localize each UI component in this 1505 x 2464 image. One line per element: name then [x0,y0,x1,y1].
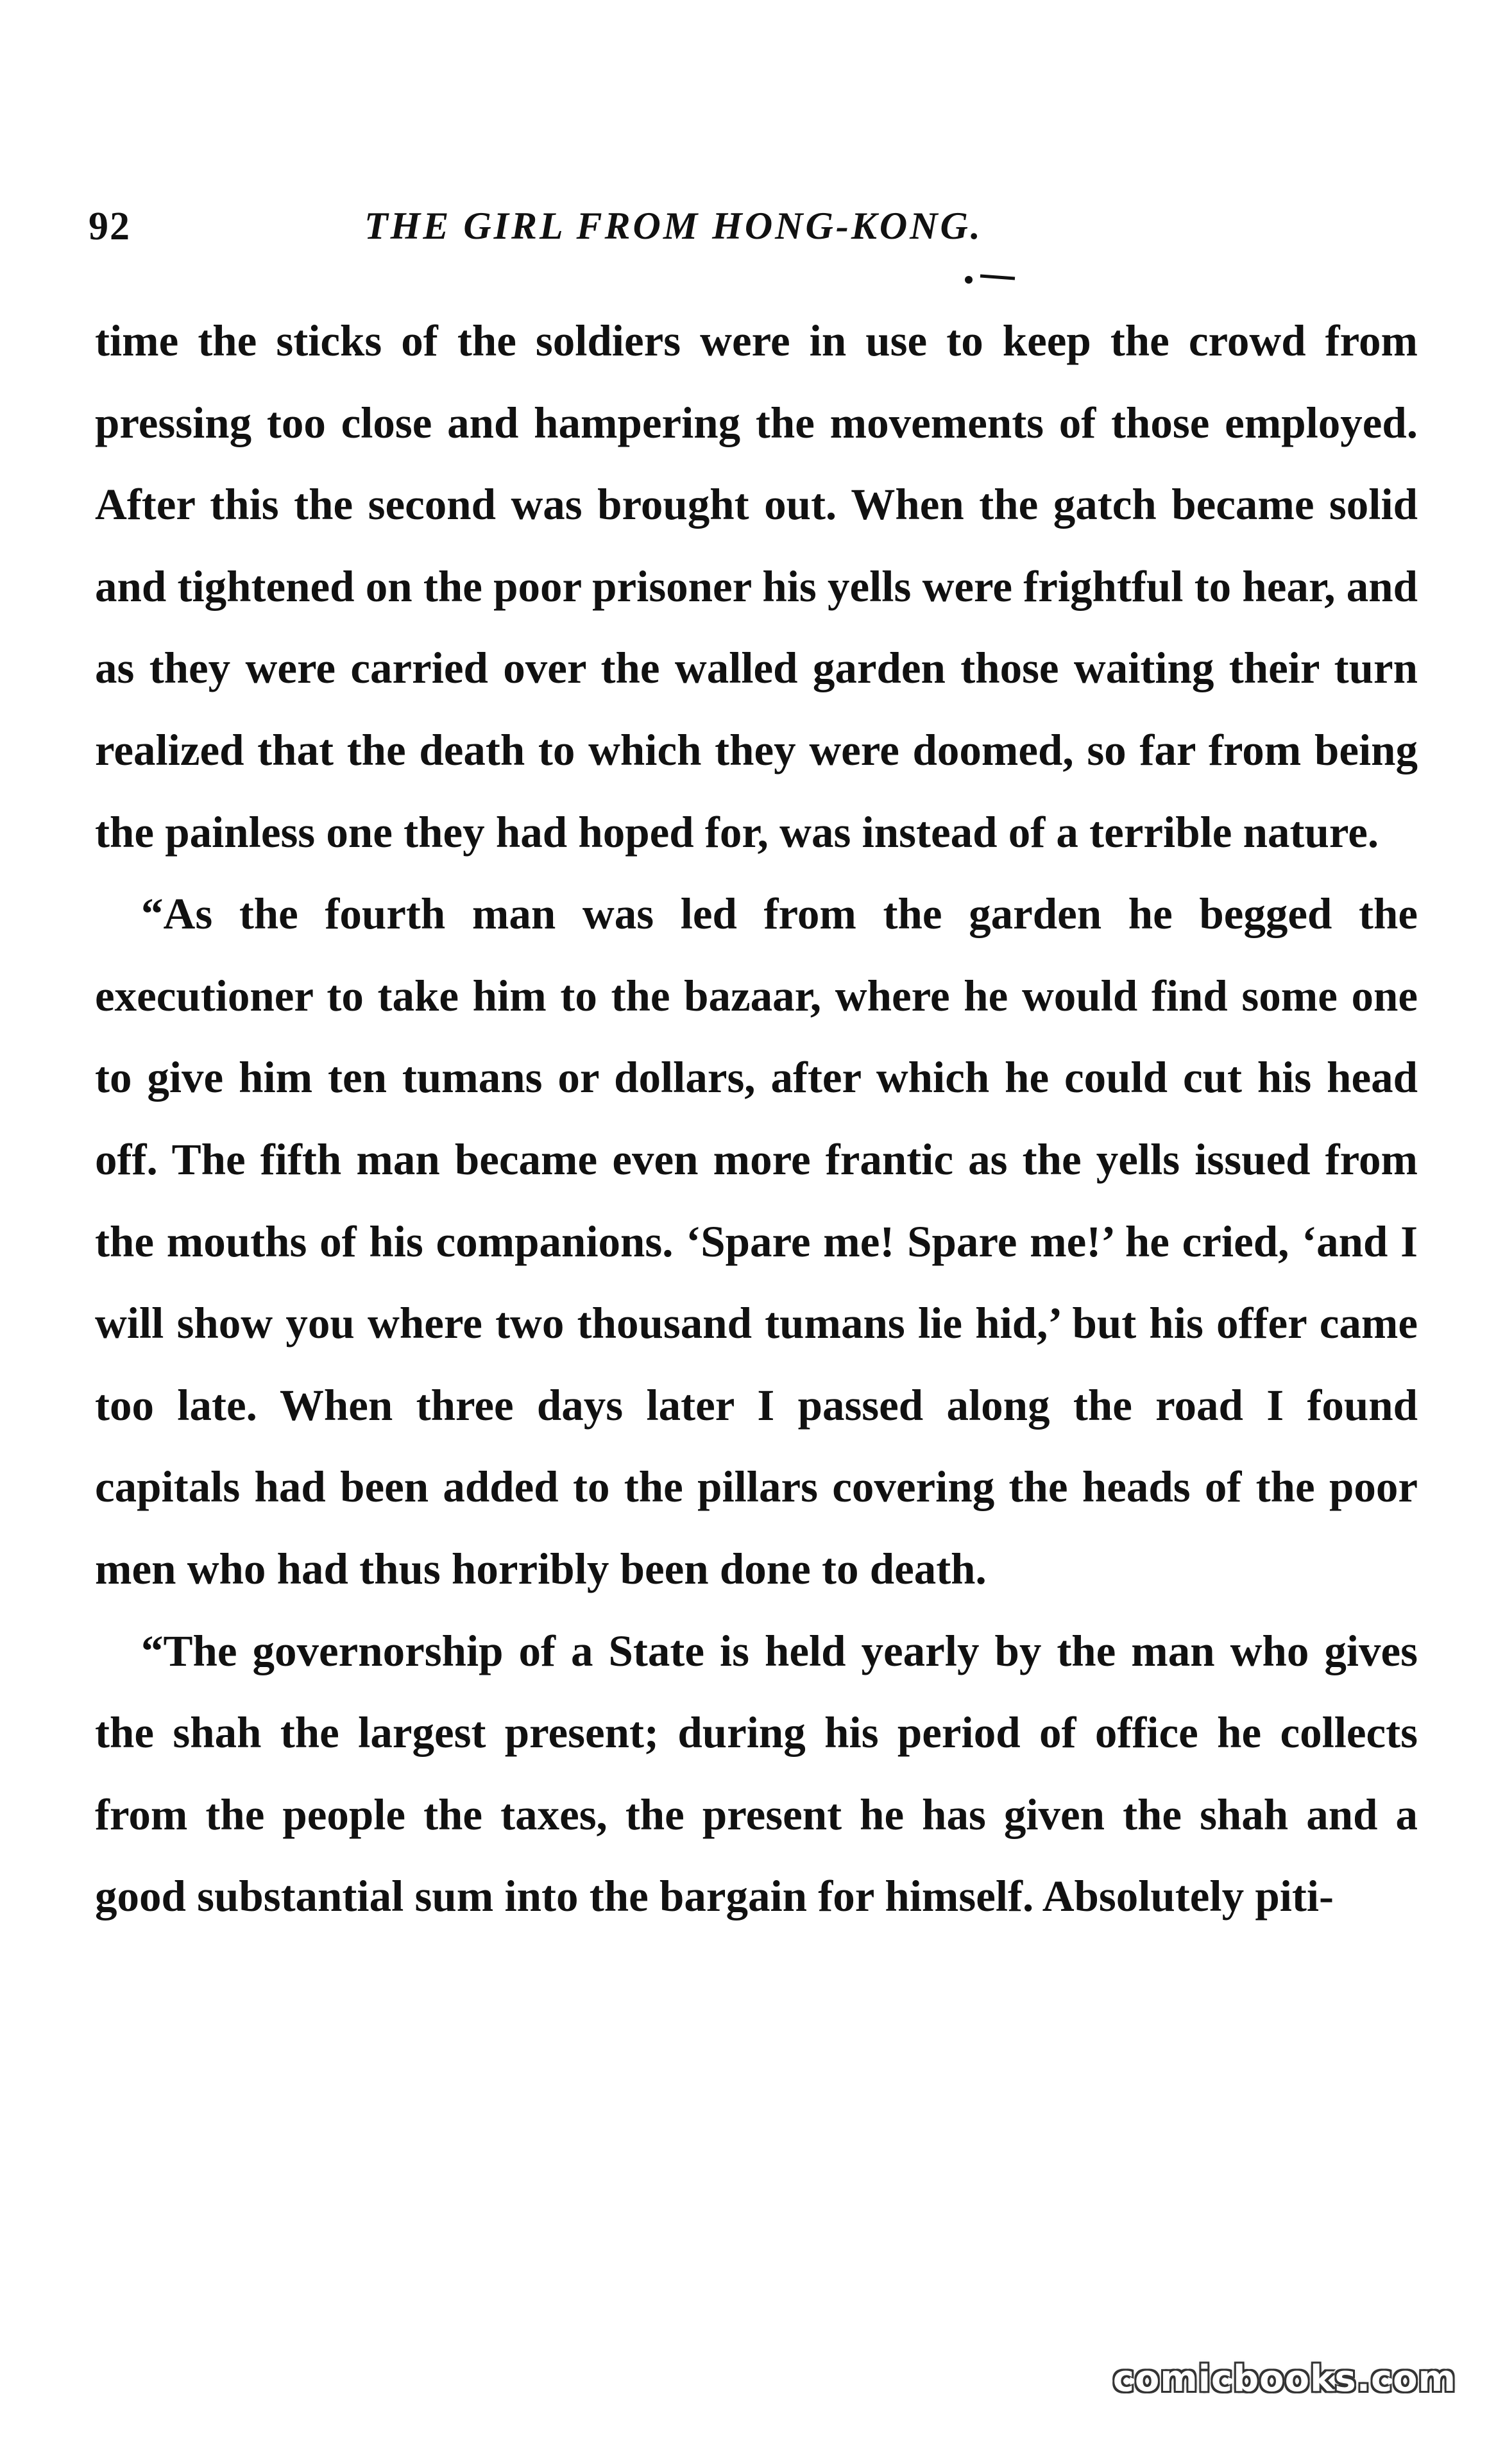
running-title: THE GIRL FROM HONG-KONG. [364,205,983,247]
paragraph-1: time the sticks of the soldiers were in use to keep the crowd from pressing too close and hampering the movements of those employed. After this the second was brought out. When the gatch became solid and tightened on the poor prisoner his yells were frightful to hear, and as they were carried over the walled garden those waiting their turn realized that the death to which they were doomed, so far from being the painless one they had hoped for, was instead of a terrible nature. [95,316,1418,857]
page-number: 92 [89,205,131,248]
body-text [95,300,1418,1938]
paragraph-3: “The governorship of a State is held yearly by the man who gives the shah the largest present; during his period of office he collects from the people the taxes, the present he has given the shah and a good substantial sum into the bargain for himself. Absolutely piti- [95,1626,1418,1921]
site-watermark: comicbooks.com [1112,2358,1456,2400]
ornament-mark [962,270,1020,289]
running-head [89,204,1410,255]
paragraph-2: “As the fourth man was led from the garden he begged the executioner to take him to the bazaar, where he would find some one to give him ten tumans or dollars, after which he could cut his head off. The fifth man became even more frantic as the yells issued from the mouths of his companions. ‘Spare me! Spare me!’ he cried, ‘and I will show you where two thousand tumans lie hid,’ but his offer came too late. When three days later I passed along the road I found capitals had been added to the pillars covering the heads of the poor men who had thus horribly been done to death. [95,889,1418,1593]
